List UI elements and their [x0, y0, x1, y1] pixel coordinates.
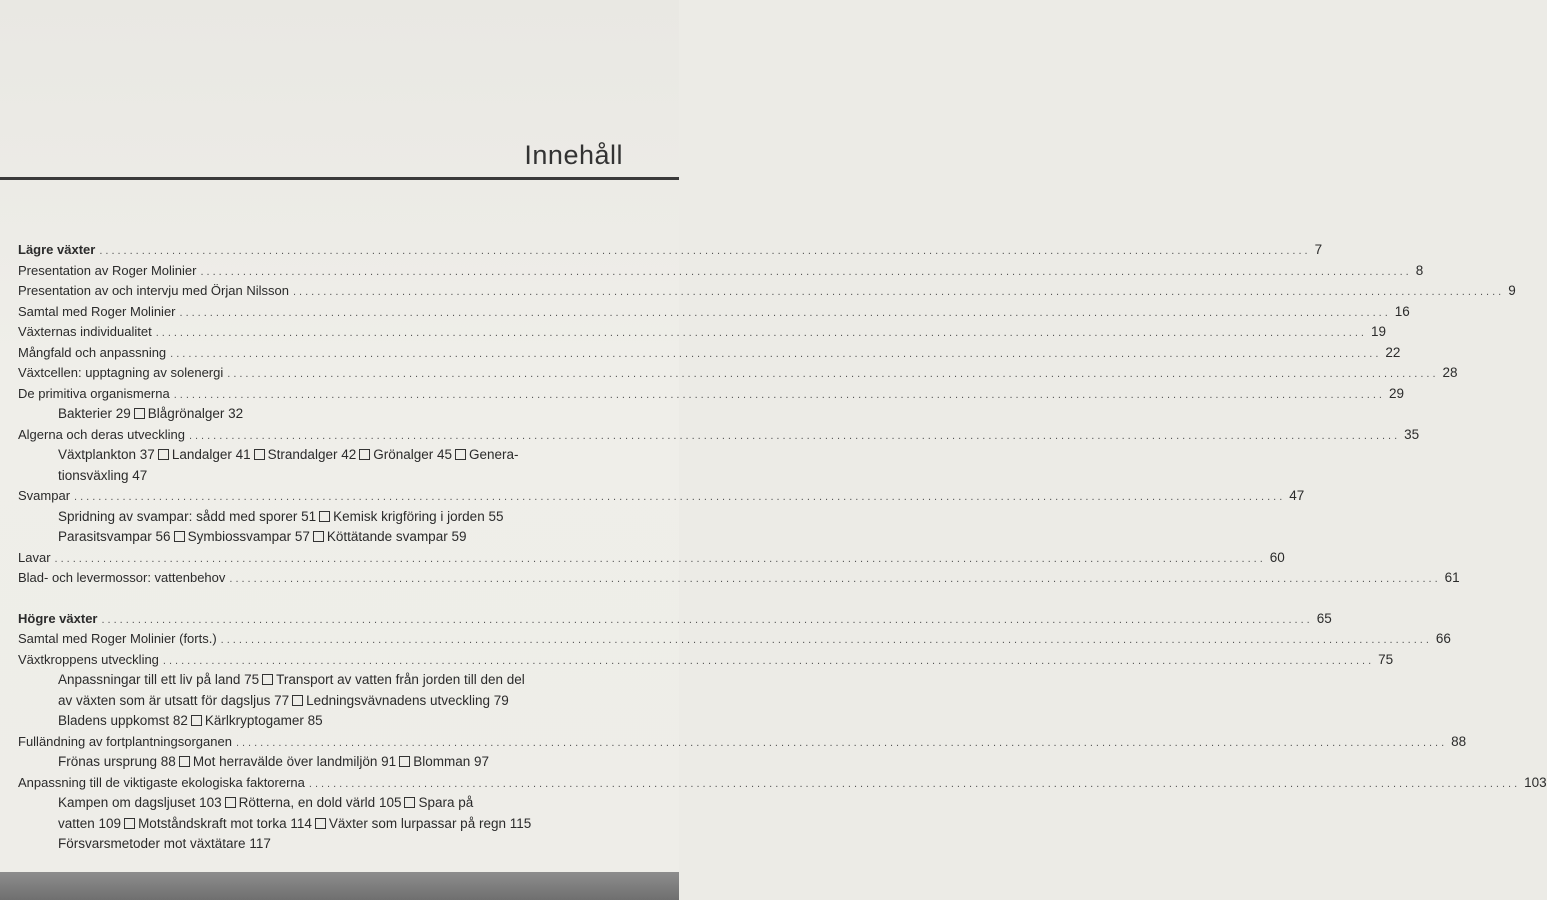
- entry-title: Växtcellen: upptagning av solenergi: [18, 365, 224, 380]
- toc-entry: [18, 629, 1451, 650]
- entry-title: De primitiva organismerna: [18, 385, 170, 401]
- subtopic: Genera-: [469, 447, 519, 462]
- subtopic: Rötterna, en dold värld 105: [238, 795, 402, 810]
- square-bullet-icon: [158, 449, 169, 460]
- page-number: 88: [1451, 733, 1467, 749]
- subtopic: Blågrönalger 32: [147, 406, 244, 421]
- entry-title: Lavar: [18, 549, 51, 565]
- square-bullet-icon: [359, 449, 370, 460]
- square-bullet-icon: [174, 531, 185, 542]
- page-number: 7: [1314, 242, 1323, 257]
- entry-title: Blad- och levermossor: vattenbehov: [18, 570, 226, 585]
- entry-title: Samtal med Roger Molinier: [18, 303, 176, 319]
- subtopic: Bladens uppkomst 82: [58, 713, 188, 728]
- subtopic: Ledningsvävnadens utveckling 79: [306, 692, 509, 708]
- toc-entry: [18, 732, 1467, 753]
- subtopic: Spridning av svampar: sådd med sporer 51: [58, 508, 317, 524]
- square-bullet-icon: [292, 695, 303, 706]
- page-number: 61: [1444, 570, 1460, 585]
- subtopic-line: [18, 445, 648, 466]
- dot-leader: ........................................................................................................................................................................................................: [235, 736, 1448, 749]
- toc-entry: [18, 322, 1386, 343]
- entry-title: Fulländning av fortplantningsorganen: [18, 733, 232, 749]
- entry-title: Presentation av och intervju med Örjan Nilsson: [18, 283, 289, 298]
- square-bullet-icon: [319, 511, 330, 522]
- subtopic: Försvarsmetoder mot växtätare 117: [58, 836, 271, 851]
- dot-leader: ........................................................................................................................................................................................................: [162, 654, 1375, 667]
- entry-title: Svampar: [18, 488, 71, 503]
- page-number: 16: [1394, 303, 1410, 319]
- dot-leader: ........................................................................................................................................................................................................: [227, 368, 1439, 380]
- subtopic: Landalger 41: [171, 447, 251, 462]
- subtopic-line: [18, 691, 648, 712]
- toc-entry: [18, 548, 1285, 569]
- entry-title: Mångfald och anpassning: [18, 344, 167, 360]
- page-edge: [0, 872, 679, 900]
- page-number: 28: [1442, 365, 1458, 380]
- dot-leader: ........................................................................................................................................................................................................: [200, 265, 1412, 278]
- square-bullet-icon: [404, 797, 415, 808]
- subtopic: Spara på: [418, 795, 474, 810]
- subtopic-line: [18, 527, 648, 548]
- subtopic-line: [18, 404, 648, 425]
- dot-leader: ........................................................................................................................................................................................................: [179, 306, 1391, 319]
- entry-title: Anpassning till de viktigaste ekologiska faktorerna: [18, 774, 305, 790]
- page-number: 103: [1524, 774, 1547, 790]
- toc-entry: [18, 343, 1401, 364]
- subtopic: Anpassningar till ett liv på land 75: [58, 672, 260, 687]
- subtopic: Symbiossvampar 57: [187, 529, 310, 544]
- subtopic: Köttätande svampar 59: [326, 529, 467, 544]
- page-number: 66: [1435, 631, 1451, 646]
- section-title: Lägre växter: [18, 242, 96, 257]
- entry-title: Algerna och deras utveckling: [18, 426, 185, 442]
- page-number: 29: [1388, 385, 1404, 401]
- toc-entry: [18, 650, 1394, 671]
- square-bullet-icon: [179, 756, 190, 767]
- square-bullet-icon: [315, 818, 326, 829]
- dot-leader: ........................................................................................................................................................................................................: [308, 777, 1521, 790]
- page-number: 9: [1508, 283, 1516, 298]
- subtopic: Växter som lurpassar på regn 115: [328, 815, 532, 831]
- toc-entry: [18, 281, 1516, 302]
- subtopic-line: [18, 834, 648, 855]
- page-number: 60: [1269, 549, 1285, 565]
- subtopic: tionsväxling 47: [58, 467, 148, 483]
- subtopic: Mot herravälde över landmiljön 91: [192, 754, 397, 769]
- section-heading-row: [18, 609, 1332, 630]
- dot-leader: ........................................................................................................................................................................................................: [220, 634, 1432, 646]
- subtopic: av växten som är utsatt för dagsljus 77: [58, 692, 290, 708]
- section-heading-row: [18, 240, 1323, 261]
- square-bullet-icon: [225, 797, 236, 808]
- subtopic: Frönas ursprung 88: [58, 754, 176, 769]
- subtopic-line: [18, 711, 648, 732]
- square-bullet-icon: [313, 531, 324, 542]
- section-title: Högre växter: [18, 610, 98, 626]
- subtopic: Transport av vatten från jorden till den del: [276, 672, 525, 687]
- subtopic: Parasitsvampar 56: [58, 529, 171, 544]
- subtopic: Motståndskraft mot torka 114: [138, 815, 312, 831]
- square-bullet-icon: [262, 674, 273, 685]
- dot-leader: ........................................................................................................................................................................................................: [54, 552, 1266, 565]
- subtopic-line: [18, 752, 648, 773]
- toc-entry: [18, 261, 1424, 282]
- page-number: 47: [1289, 488, 1305, 503]
- entry-title: Växternas individualitet: [18, 324, 152, 339]
- page-title: Innehåll: [524, 140, 623, 170]
- subtopic: vatten 109: [58, 815, 122, 831]
- subtopic: Kemisk krigföring i jorden 55: [333, 508, 504, 524]
- toc-entry: [18, 486, 1305, 507]
- subtopic: Bakterier 29: [58, 406, 131, 421]
- square-bullet-icon: [455, 449, 466, 460]
- section-gap: [18, 589, 648, 609]
- square-bullet-icon: [124, 818, 135, 829]
- title-rule: [0, 177, 679, 180]
- square-bullet-icon: [191, 715, 202, 726]
- toc-entry: [18, 302, 1410, 323]
- page-number: 35: [1404, 426, 1420, 442]
- square-bullet-icon: [254, 449, 265, 460]
- subtopic-line: [18, 507, 648, 528]
- page-number: 75: [1378, 651, 1394, 667]
- toc-entry: [18, 568, 1460, 589]
- dot-leader: ........................................................................................................................................................................................................: [173, 388, 1385, 401]
- subtopic-line: [18, 670, 648, 691]
- page-number: 19: [1370, 324, 1386, 339]
- entry-title: Växtkroppens utveckling: [18, 651, 159, 667]
- subtopic: Kärlkryptogamer 85: [204, 713, 323, 728]
- page-number: 22: [1385, 344, 1401, 360]
- subtopic: Grönalger 45: [373, 447, 453, 462]
- subtopic: Kampen om dagsljuset 103: [58, 795, 222, 810]
- subtopic: Växtplankton 37: [58, 447, 155, 462]
- dot-leader: ........................................................................................................................................................................................................: [99, 245, 1311, 257]
- dot-leader: ........................................................................................................................................................................................................: [74, 491, 1286, 503]
- entry-title: Samtal med Roger Molinier (forts.): [18, 631, 217, 646]
- subtopic: Blomman 97: [413, 754, 489, 769]
- toc-entry: [18, 384, 1404, 405]
- dot-leader: ........................................................................................................................................................................................................: [292, 286, 1505, 298]
- entry-title: Presentation av Roger Molinier: [18, 262, 197, 278]
- toc-entry: [18, 425, 1420, 446]
- subtopic: Strandalger 42: [267, 447, 357, 462]
- toc-entry: [18, 363, 1458, 384]
- page-number: 65: [1316, 610, 1332, 626]
- square-bullet-icon: [134, 408, 145, 419]
- table-of-contents: [18, 240, 1547, 855]
- dot-leader: ........................................................................................................................................................................................................: [229, 573, 1441, 585]
- subtopic-line: [18, 466, 648, 487]
- dot-leader: ........................................................................................................................................................................................................: [155, 327, 1367, 339]
- dot-leader: ........................................................................................................................................................................................................: [101, 613, 1313, 626]
- dot-leader: ........................................................................................................................................................................................................: [170, 347, 1382, 360]
- page-number: 8: [1415, 262, 1424, 278]
- subtopic-line: [18, 793, 648, 814]
- subtopic-line: [18, 814, 648, 835]
- toc-entry: [18, 773, 1547, 794]
- dot-leader: ........................................................................................................................................................................................................: [188, 429, 1401, 442]
- square-bullet-icon: [399, 756, 410, 767]
